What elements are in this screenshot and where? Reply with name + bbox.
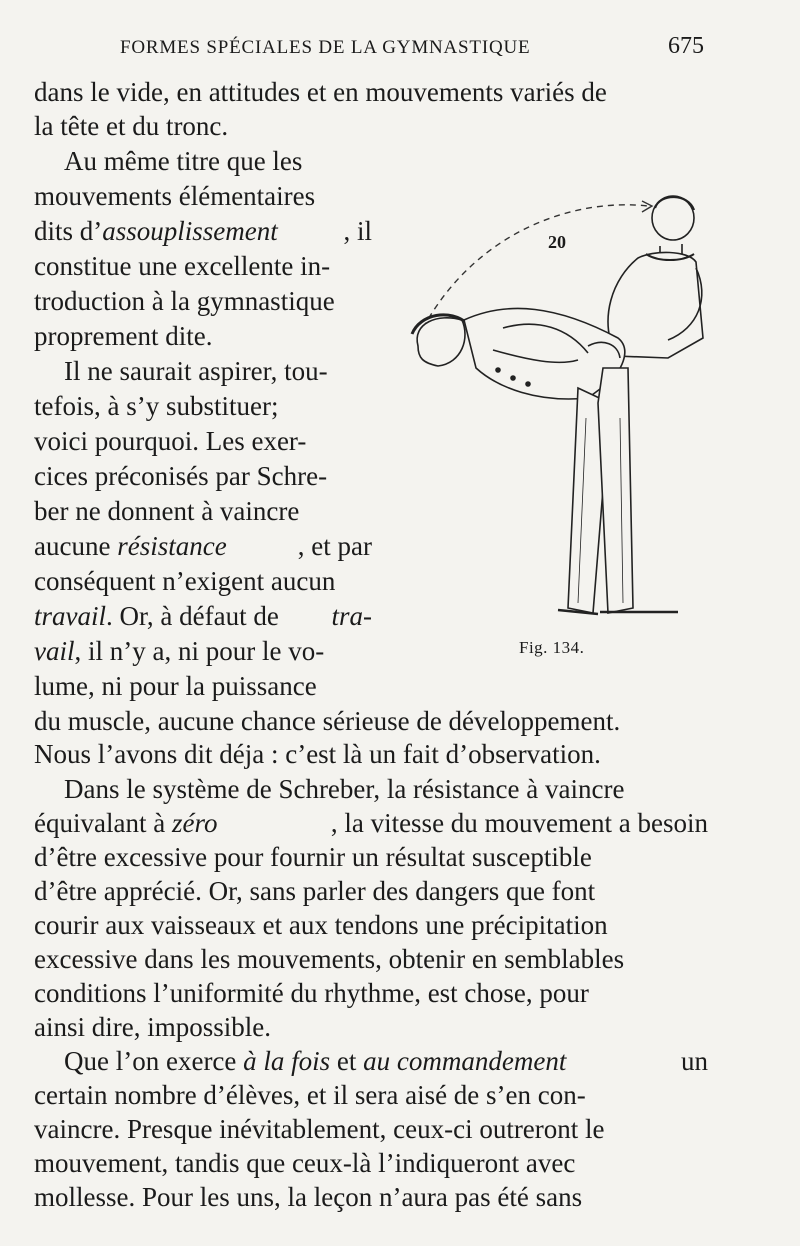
text-line: tefois, à s’y substituer; [34, 391, 279, 421]
text-line [34, 530, 372, 563]
text-line: mollesse. Pour les uns, la leçon n’aura pas été sans [34, 1182, 583, 1212]
text-line: d’être excessive pour fournir un résultat susceptible [34, 842, 592, 872]
text-line: voici pourquoi. Les exer- [34, 426, 307, 456]
text-line: troduction à la gymnastique [34, 286, 335, 316]
text-line: la tête et du tronc. [34, 111, 229, 141]
illustration-drawing [398, 188, 718, 628]
text-line [34, 635, 372, 668]
text-span: , il n’y a, ni pour le vo- [74, 636, 325, 666]
text-span: aucune [34, 531, 118, 561]
figure-caption: Fig. 134. [519, 638, 585, 657]
text-span: . Or, à défaut de [106, 601, 279, 631]
text-line: ainsi dire, impossible. [34, 1012, 271, 1042]
paragraph-start: Au même titre que les [64, 146, 303, 176]
text-span: , la vitesse du mouvement a besoin [330, 808, 708, 838]
emphasis-text: à la fois [243, 1046, 331, 1076]
paragraph-start: Dans le système de Schreber, la résistance à vaincre [64, 774, 625, 804]
text-line: du muscle, aucune chance sérieuse de développement. [34, 706, 621, 736]
text-line: conséquent n’exigent aucun [34, 566, 336, 596]
page-number: 675 [668, 33, 704, 59]
text-span: un [681, 1046, 708, 1076]
text-line: proprement dite. [34, 321, 213, 351]
text-line: Nous l’avons dit déja : c’est là un fait d’observation. [34, 739, 601, 769]
figure-number-label: 20 [548, 232, 566, 252]
text-span: et [330, 1046, 364, 1076]
text-span: , il [343, 216, 372, 246]
emphasis-text: résistance [117, 531, 227, 561]
page-header [34, 33, 704, 60]
text-line: courir aux vaisseaux et aux tendons une précipitation [34, 910, 608, 940]
emphasis-text: au commandement [363, 1046, 567, 1076]
text-line: mouvement, tandis que ceux-là l’indiqueront avec [34, 1148, 576, 1178]
emphasis-text: vail [34, 636, 75, 666]
text-span: Que l’on exerce [64, 1046, 244, 1076]
text-line [34, 215, 372, 248]
text-span: dits d’ [34, 216, 103, 246]
text-line [34, 807, 708, 840]
text-line: lume, ni pour la puissance [34, 671, 317, 701]
text-line: dans le vide, en attitudes et en mouvements variés de [34, 77, 607, 107]
paragraph-start [34, 1045, 708, 1078]
text-span: équivalant à [34, 808, 172, 838]
paragraph-start: Il ne saurait aspirer, tou- [64, 356, 328, 386]
running-head: FORMES SPÉCIALES DE LA GYMNASTIQUE [120, 37, 531, 58]
emphasis-text: assouplissement [102, 216, 278, 246]
emphasis-text: zéro [171, 808, 218, 838]
emphasis-text: tra- [331, 601, 372, 631]
text-line: excessive dans les mouvements, obtenir en semblables [34, 944, 625, 974]
text-line: conditions l’uniformité du rhythme, est chose, pour [34, 978, 589, 1008]
text-line: d’être apprécié. Or, sans parler des dangers que font [34, 876, 596, 906]
text-line: cices préconisés par Schre- [34, 461, 328, 491]
text-line: certain nombre d’élèves, et il sera aisé de s’en con- [34, 1080, 586, 1110]
emphasis-text: travail [34, 601, 106, 631]
text-line: mouvements élémentaires [34, 181, 316, 211]
text-line: vaincre. Presque inévitablement, ceux-ci outreront le [34, 1114, 605, 1144]
text-span: , et par [297, 531, 372, 561]
text-line [34, 600, 372, 633]
gymnastics-illustration [398, 188, 718, 628]
text-line: ber ne donnent à vaincre [34, 496, 300, 526]
text-line: constitue une excellente in- [34, 251, 331, 281]
